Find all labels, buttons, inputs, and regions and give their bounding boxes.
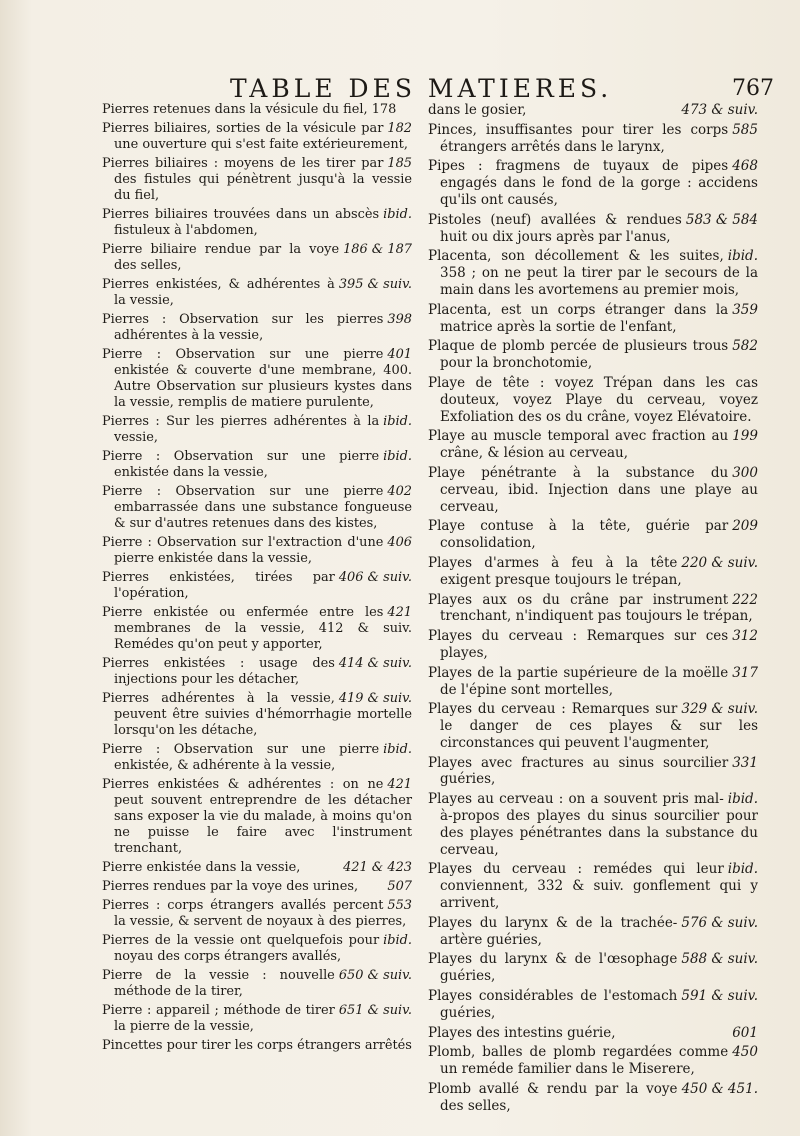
page-reference: 553 (387, 898, 412, 913)
index-entry (428, 592, 758, 626)
index-entry (428, 518, 758, 552)
page-reference: 209 (732, 518, 758, 535)
index-entry (428, 555, 758, 589)
index-entry (102, 156, 412, 204)
index-entry (102, 898, 412, 930)
entry-text: Pierres biliaires trouvées dans un abscès fistuleux à l'abdomen, (102, 207, 380, 238)
entry-text: Pierres : Observation sur les pierres adhérentes à la vessie, (102, 312, 384, 343)
page-reference: 406 & suiv. (338, 570, 412, 585)
entry-text: Pierre : Observation sur une pierre enkistée & couverte d'une membrane, 400. Autre Observation sur plusieurs kystes dans la vessie, remplis de matiere purulente, (102, 347, 412, 410)
page-reference: 185 (387, 156, 412, 171)
entry-text: Pierre : Observation sur une pierre enkistée, & adhérente à la vessie, (102, 742, 380, 773)
index-entry (102, 933, 412, 965)
index-entry (428, 1044, 758, 1078)
entry-text: Pincettes pour tirer les corps étrangers arrêtés (102, 1038, 412, 1053)
entry-text: Pierre : Observation sur une pierre enkistée dans la vessie, (102, 449, 380, 480)
index-entry (102, 860, 412, 876)
entry-text: Pierre biliaire rendue par la voye des selles, (102, 242, 340, 273)
page-reference: 588 & suiv. (681, 951, 758, 968)
index-entry (102, 242, 412, 274)
index-column-left (102, 102, 412, 1057)
index-entry (428, 791, 758, 858)
page-reference: 359 (732, 301, 758, 318)
page-reference: 473 & suiv. (681, 102, 758, 118)
page-reference: 317 (732, 664, 758, 681)
index-entry (102, 535, 412, 567)
page-reference: ibid. (383, 933, 412, 948)
page-reference: 582 (732, 338, 758, 355)
entry-text: Pierres enkistées, & adhérentes à la vessie, (102, 277, 335, 308)
index-entry (428, 158, 758, 208)
page-reference: ibid. (383, 414, 412, 429)
index-entry (428, 122, 758, 156)
index-entry (102, 1038, 412, 1054)
index-entry (428, 212, 758, 246)
index-column-right (428, 102, 758, 1118)
index-entry (428, 338, 758, 372)
entry-text: Playes aux os du crâne par instrument trenchant, n'indiquent pas toujours le trépan, (428, 591, 753, 625)
index-entry (428, 755, 758, 789)
page-reference: 220 & suiv. (681, 554, 758, 571)
page-reference: 406 (387, 535, 412, 550)
entry-text: Pierre : Observation sur une pierre embarrassée dans une substance fongueuse & sur d'autres retenues dans des kistes, (102, 484, 412, 531)
entry-text: Pierre : Observation sur l'extraction d'une pierre enkistée dans la vessie, (102, 535, 384, 566)
entry-text: Playe contuse à la tête, guérie par consolidation, (428, 518, 729, 552)
page-reference: 468 (732, 158, 758, 175)
page-reference: 421 (387, 605, 412, 620)
entry-text: Pierres biliaires : moyens de les tirer par des fistules qui pénètrent jusqu'à la vessie du fiel, (102, 156, 412, 203)
index-entry (102, 1003, 412, 1035)
page-reference: 583 & 584 (685, 211, 758, 228)
entry-text: Playes du larynx & de l'œsophage guéries, (428, 951, 678, 985)
entry-text: Pierre de la vessie : nouvelle méthode de la tirer, (102, 968, 335, 999)
index-entry (102, 777, 412, 857)
page-reference: ibid. (383, 742, 412, 757)
index-entry (102, 121, 412, 153)
entry-text: Plomb avallé & rendu par la voye des selles, (428, 1081, 678, 1114)
page-reference: 395 & suiv. (338, 277, 412, 292)
index-entry (428, 628, 758, 662)
entry-text: Playes de la partie supérieure de la moëlle de l'épine sont mortelles, (428, 664, 729, 698)
page-reference: 601 (732, 1024, 758, 1041)
index-entry (428, 465, 758, 515)
page-reference: 576 & suiv. (681, 914, 758, 931)
entry-text: Pierres biliaires, sorties de la vésicule par une ouverture qui s'est faite extérieurement, (102, 121, 408, 152)
entry-text: Playe au muscle temporal avec fraction au crâne, & lésion au cerveau, (428, 428, 729, 462)
entry-text: Plaque de plomb percée de plusieurs trous pour la bronchotomie, (428, 338, 729, 372)
entry-text: Playes d'armes à feu à la tête exigent presque toujours le trépan, (428, 554, 682, 588)
entry-text: Pipes : fragmens de tuyaux de pipes engagés dans le fond de la gorge : accidens qu'ils ont causés, (428, 158, 758, 208)
page-reference: ibid. (727, 861, 758, 878)
index-entry (102, 312, 412, 344)
index-entry (102, 102, 412, 118)
index-entry (102, 570, 412, 602)
page-reference: 450 & 451. (681, 1081, 758, 1098)
page-reference: 507 (387, 879, 412, 894)
index-entry (428, 428, 758, 462)
page-reference: ibid. (727, 791, 758, 808)
index-entry (428, 701, 758, 751)
entry-text: Pinces, insuffisantes pour tirer les corps étrangers arrêtés dans le larynx, (428, 121, 729, 155)
entry-text: dans le gosier, (428, 102, 527, 118)
entry-text: Playes du larynx & de la trachée-artère guéries, (428, 914, 678, 948)
entry-text: Playes du cerveau : Remarques sur ces playes, (428, 628, 729, 661)
page-reference: 398 (387, 312, 412, 327)
index-entry (428, 375, 758, 425)
index-entry (428, 102, 758, 119)
index-entry (428, 988, 758, 1022)
page-reference: 591 & suiv. (681, 988, 758, 1005)
entry-text: Pierre : appareil ; méthode de tirer la pierre de la vessie, (102, 1003, 335, 1034)
entry-text: Playes avec fractures au sinus sourcilier guéries, (428, 754, 729, 788)
index-entry (102, 414, 412, 446)
entry-text: Playes du cerveau : remédes qui leur conviennent, 332 & suiv. gonflement qui y arrivent, (428, 861, 758, 912)
index-entry (102, 879, 412, 895)
index-entry (102, 691, 412, 739)
index-entry (102, 277, 412, 309)
entry-text: Pierres enkistées : usage des injections pour les détacher, (102, 656, 335, 687)
page-reference: 651 & suiv. (338, 1003, 412, 1018)
index-entry (428, 1081, 758, 1115)
page-reference: 585 (732, 121, 758, 138)
page-reference: 401 (387, 347, 412, 362)
page-reference: 650 & suiv. (338, 968, 412, 983)
page-number: 767 (732, 76, 774, 101)
page-reference: 421 & 423 (343, 860, 412, 875)
running-title: TABLE DES MATIERES. (230, 74, 613, 103)
entry-text: Placenta, son décollement & les suites, 358 ; on ne peut la tirer par le secours de la main dans les avortemens au premier mois, (428, 248, 758, 298)
entry-text: Plomb, balles de plomb regardées comme un reméde familier dans le Miserere, (428, 1044, 729, 1078)
page-reference: 186 & 187 (343, 242, 412, 257)
index-entry (428, 915, 758, 949)
entry-text: Pierres rendues par la voye des urines, (102, 879, 359, 894)
page-reference: 222 (732, 591, 758, 608)
page-reference: 331 (732, 754, 758, 771)
page-reference: ibid. (383, 207, 412, 222)
index-entry (428, 302, 758, 336)
entry-text: Placenta, est un corps étranger dans la matrice après la sortie de l'enfant, (428, 301, 729, 335)
index-entry (102, 347, 412, 411)
entry-text: Playes du cerveau : Remarques sur le danger de ces playes & sur les circonstances qui peuvent l'augmenter, (428, 701, 758, 751)
index-entry (102, 207, 412, 239)
entry-text: Playes au cerveau : on a souvent pris mal-à-propos des playes du sinus sourcilier pour des playes pénétrantes dans la substance du cerveau, (428, 791, 758, 858)
page-reference: 414 & suiv. (338, 656, 412, 671)
entry-text: Pierres de la vessie ont quelquefois pour noyau des corps étrangers avallés, (102, 933, 380, 964)
page-reference: 199 (732, 428, 758, 445)
page-reference: 402 (387, 484, 412, 499)
page-reference: 421 (387, 777, 412, 792)
index-entry (428, 1025, 758, 1042)
page-reference: 419 & suiv. (338, 691, 412, 706)
entry-text: Playes des intestins guérie, (428, 1024, 616, 1041)
index-entry (428, 861, 758, 911)
index-entry (102, 742, 412, 774)
page-reference: 329 & suiv. (681, 701, 758, 718)
entry-text: Pierres adhérentes à la vessie, peuvent être suivies d'hémorrhagie mortelle lorsqu'on les détache, (102, 691, 412, 738)
entry-text: Playe pénétrante à la substance du cerveau, ibid. Injection dans une playe au cerveau, (428, 464, 758, 515)
entry-text: Pierres enkistées & adhérentes : on ne peut souvent entreprendre de les détacher sans exposer la vie du malade, à moins qu'on ne puisse le faire avec l'instrument trenchant, (102, 777, 412, 856)
entry-text: Pierres : corps étrangers avallés percent la vessie, & servent de noyaux à des pierres, (102, 898, 407, 929)
entry-text: Playes considérables de l'estomach guéries, (428, 988, 678, 1021)
index-entry (102, 484, 412, 532)
entry-text: Playe de tête : voyez Trépan dans les cas douteux, voyez Playe du cerveau, voyez Exfoliation des os du crâne, voyez Elévatoire. (428, 374, 758, 425)
index-entry (428, 951, 758, 985)
index-entry (102, 656, 412, 688)
page-reference: 450 (732, 1044, 758, 1061)
entry-text: Pierre enkistée ou enfermée entre les membranes de la vessie, 412 & suiv. Remédes qu'on peut y apporter, (102, 605, 412, 652)
index-entry (102, 449, 412, 481)
entry-text: Pierres retenues dans la vésicule du fiel, 178 (102, 102, 397, 117)
index-entry (102, 968, 412, 1000)
page-reference: ibid. (727, 248, 758, 265)
entry-text: Pistoles (neuf) avallées & rendues huit ou dix jours après par l'anus, (428, 211, 682, 245)
page-reference: 312 (732, 628, 758, 645)
entry-text: Pierres : Sur les pierres adhérentes à la vessie, (102, 414, 380, 445)
index-entry (102, 605, 412, 653)
entry-text: Pierre enkistée dans la vessie, (102, 860, 301, 875)
page-reference: ibid. (383, 449, 412, 464)
index-entry (428, 248, 758, 298)
page-reference: 182 (387, 121, 412, 136)
page-reference: 300 (732, 464, 758, 481)
entry-text: Pierres enkistées, tirées par l'opération, (102, 570, 335, 601)
index-entry (428, 665, 758, 699)
